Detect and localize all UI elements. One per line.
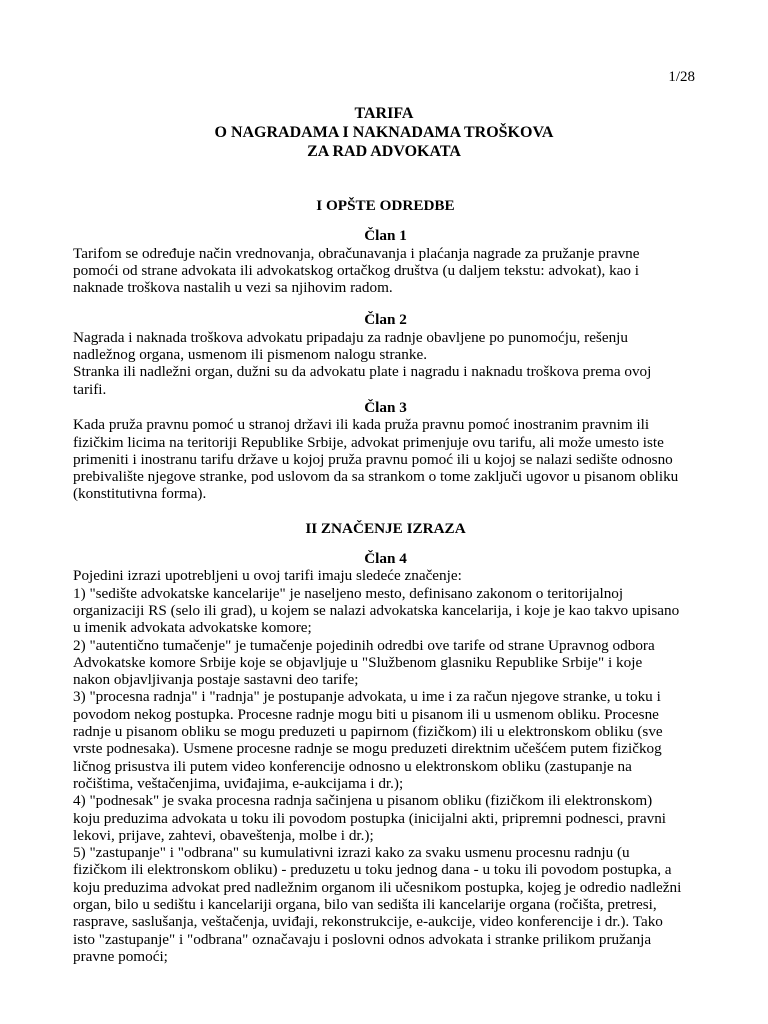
article-text-line: povodom nekog postupka. Procesne radnje mogu biti u pisanom ili u usmenom obliku. Procesne [73,705,659,723]
article-text-line: (konstitutivna forma). [73,485,207,503]
article-text-line: rasprave, saslušanja, veštačenja, uviđaji, rekonstrukcije, e-aukcije, video konferencije i dr.). Tako [73,913,663,931]
article-text-line: organ, bilo u sedištu i kancelariji organa, bilo van sedišta ili kancelarije organa (ročišta, pretresi, [73,895,657,913]
article-text-line: fizičkim licima na teritoriji Republike Srbije, advokat primenjuje ovu tarifu, ali može umesto iste [73,433,664,451]
article-heading: Član 1 [364,227,407,245]
title-line: TARIFA [354,105,414,122]
article-text-line: lekovi, prijave, zahtevi, obaveštenja, molbe i dr.); [73,826,374,844]
article-text-line: prebivalište njegove stranke, pod uslovom da sa strankom o tome zaključi ugovor u pisanom obliku [73,468,679,486]
article-text-line: primeniti i inostranu tarifu države u kojoj pruža pravnu pomoć ili u kojoj se nalazi sedište odnosno [73,450,673,468]
title-line: ZA RAD ADVOKATA [307,143,461,160]
article-text-line: Stranka ili nadležni organ, dužni su da advokatu plate i nagradu i naknadu troškova prema ovoj [73,363,652,381]
article-text-line: radnje u pisanom obliku se mogu preduzeti u papirnom (fizičkom) ili u elektronskom obliku (sve [73,723,663,741]
article-text-line: 4) "podnesak" je svaka procesna radnja sačinjena u pisanom obliku (fizičkom ili elektronskom) [73,792,653,810]
article-text-line: nakon objavljivanja postaje sastavni deo tarife; [73,671,359,689]
article-text-line: ličnog prisustva ili putem video konferencije odnosno u elektronskom obliku (zastupanje na [73,757,632,775]
article-text-line: organizaciji RS (selo ili grad), u kojem se nalazi advokatska kancelarija, i koje je kao takvo upisano [73,601,680,619]
article-text-line: koju preduzima advokata u toku ili povodom postupka (inicijalni akti, pripremni podnesci, pravni [73,809,667,827]
article-text-line: Pojedini izrazi upotrebljeni u ovoj tarifi imaju sledeće značenje: [73,567,462,585]
part-heading: I OPŠTE ODREDBE [316,197,455,214]
article-heading: Član 3 [364,398,407,416]
article-text-line: koju preduzima advokat pred nadležnim organom ili učesnikom postupka, kojeg je odredio nadležni [73,878,682,896]
article-text-line: 5) "zastupanje" i "odbrana" su kumulativni izrazi kako za svaku usmenu procesnu radnju (u [73,844,630,862]
article-text-line: Tarifom se određuje način vrednovanja, obračunavanja i plaćanja nagrade za pružanje pravne [73,244,640,262]
document-body [73,197,698,965]
part-heading: II ZNAČENJE IZRAZA [305,519,466,537]
article-text-line: ročištima, veštačenjima, uviđajima, e-aukcijama i dr.); [73,774,404,792]
document-title [0,104,768,161]
article-text-line: u imenik advokata advokatske komore; [73,619,312,637]
article-heading: Član 4 [364,550,407,568]
article-text-line: tarifi. [73,380,107,398]
article-heading: Član 2 [364,311,407,329]
article-text-line: Nagrada i naknada troškova advokatu pripadaju za radnje obavljene po punomoćju, rešenju [73,328,628,346]
article-text-line: vrste podnesaka). Usmene procesne radnje se mogu preduzeti direktnim učešćem putem fizičkog [73,740,662,758]
article-text-line: Advokatske komore Srbije koje se objavljuje u "Službenom glasniku Republike Srbije" i koje [73,653,643,671]
article-text-line: nadležnog organa, usmenom ili pismenom nalogu stranke. [73,346,428,364]
article-text-line: pravne pomoći; [73,947,168,965]
article-text-line: 2) "autentično tumačenje" je tumačenje pojedinih odredbi ove tarife od strane Upravnog odbora [73,636,655,654]
article-text-line: isto "zastupanje" i "odbrana" označavaju i poslovni odnos advokata i stranke prilikom pružanja [73,930,652,948]
page-number: 1/28 [668,69,695,85]
article-text-line: fizičkom ili elektronskom obliku) - preduzetu u toku jednog dana - u toku ili povodom postupka, a [73,861,672,879]
article-text-line: 1) "sedište advokatske kancelarije" je naseljeno mesto, definisano zakonom o teritorijalnoj [73,584,624,602]
article-text-line: 3) "procesna radnja" i "radnja" je postupanje advokata, u ime i za račun njegove stranke, u toku i [73,688,661,706]
article-text-line: pomoći od strane advokata ili advokatskog ortačkog društva (u daljem tekstu: advokat), kao i [73,261,640,279]
title-line: O NAGRADAMA I NAKNADAMA TROŠKOVA [214,124,554,141]
article-text-line: naknade troškova nastalih u vezi sa njihovim radom. [73,279,393,297]
article-text-line: Kada pruža pravnu pomoć u stranoj državi ili kada pruža pravnu pomoć inostranim pravnim ili [73,416,650,434]
